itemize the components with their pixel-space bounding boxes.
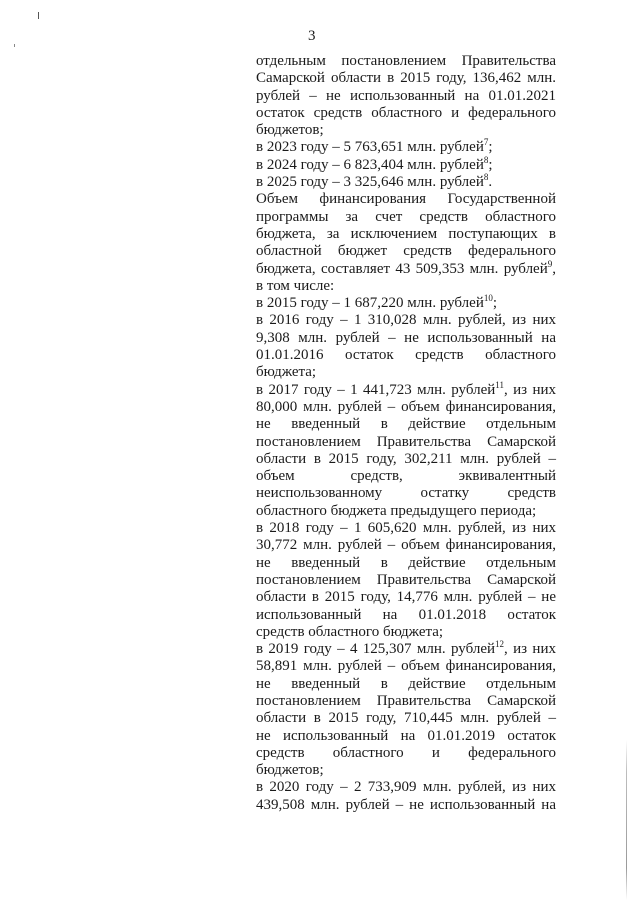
text-line: в 2020 году – 2 733,909 млн. рублей, из них: [256, 779, 556, 796]
scan-speck: [14, 44, 15, 47]
text-line: 439,508 млн. рублей – не использованный на: [256, 796, 556, 813]
text-line: бюджетов;: [256, 122, 324, 139]
text-line: не введенный в действие отдельным: [256, 675, 556, 692]
paragraph-2020: [256, 779, 556, 814]
text-run: ;: [488, 139, 493, 156]
scan-edge-shadow: [626, 740, 627, 900]
text-line: в том числе:: [256, 277, 335, 294]
text-line: постановлением Правительства Самарской: [256, 692, 556, 709]
paragraph-2022-continuation: [256, 53, 556, 139]
paragraph-2015: [256, 295, 556, 312]
text-line: областной бюджет средств федерального: [256, 243, 556, 260]
text-line: Объем финансирования Государственной: [256, 191, 556, 208]
footnote-ref: 7: [483, 137, 489, 148]
text-run: в 2017 году – 1 441,723 млн. рублей: [256, 381, 496, 398]
text-line: рублей – не использованный на 01.01.2021: [256, 87, 556, 104]
text-line: неиспользованному остатку средств: [256, 485, 556, 502]
text-line: бюджета, за исключением поступающих в: [256, 225, 556, 242]
paragraph-2025: [256, 174, 556, 191]
text-line: постановлением Правительства Самарской: [256, 433, 556, 450]
text-line: остаток средств областного и федерального: [256, 104, 556, 121]
footnote-ref: 12: [495, 639, 505, 650]
text-line: 9,308 млн. рублей – не использованный на: [256, 329, 556, 346]
paragraph-2017: [256, 379, 556, 520]
text-line: не введенный в действие отдельным: [256, 416, 556, 433]
text-line: объем средств, эквивалентный: [256, 468, 556, 485]
paragraph-2023: [256, 139, 556, 156]
text-line: бюджетов;: [256, 762, 324, 779]
text-line: в 2016 году – 1 310,028 млн. рублей, из них: [256, 312, 556, 329]
text-run: .: [488, 174, 493, 191]
text-line: 80,000 млн. рублей – объем финансирования,: [256, 398, 556, 415]
paragraph-2024: [256, 154, 556, 174]
text-line: отдельным постановлением Правительства: [256, 53, 556, 69]
text-run: в 2019 году – 4 125,307 млн. рублей: [256, 641, 496, 658]
text-line: [256, 641, 556, 658]
footnote-ref: 9: [547, 258, 553, 269]
text-line: программы за счет средств областного: [256, 208, 556, 225]
text-line: области в 2015 году, 710,445 млн. рублей –: [256, 710, 556, 727]
text-line: Самарской области в 2015 году, 136,462 млн.: [256, 70, 556, 87]
page-number: 3: [308, 28, 316, 44]
text-line: средств областного и федерального: [256, 744, 556, 761]
text-line: в 2018 году – 1 605,620 млн. рублей, из них: [256, 520, 556, 537]
text-line: областного бюджета предыдущего периода;: [256, 502, 537, 519]
text-run: бюджета, составляет 43 509,353 млн. рублей: [256, 260, 548, 277]
text-run: в 2015 году – 1 687,220 млн. рублей: [256, 295, 484, 312]
text-line: 01.01.2016 остаток средств областного: [256, 347, 556, 364]
footnote-ref: 10: [483, 293, 493, 304]
text-line: области в 2015 году, 302,211 млн. рублей –: [256, 450, 556, 467]
footnote-ref: 8: [483, 154, 489, 165]
paragraph-2018: [256, 520, 556, 641]
text-run: ;: [488, 156, 493, 173]
scan-speck: [38, 12, 39, 19]
text-line: средств областного бюджета;: [256, 623, 444, 640]
footnote-ref: 11: [495, 379, 504, 390]
text-run: в 2024 году – 6 823,404 млн. рублей: [256, 156, 484, 173]
text-line: области в 2015 году, 14,776 млн. рублей – не: [256, 589, 556, 606]
paragraph-2016: [256, 312, 556, 381]
text-line: не введенный в действие отдельным: [256, 554, 556, 571]
text-line: 30,772 млн. рублей – объем финансирования,: [256, 537, 556, 554]
text-run: ;: [492, 295, 498, 312]
text-line: [256, 258, 556, 278]
text-line: использованный на 01.01.2018 остаток: [256, 606, 556, 623]
footnote-ref: 8: [483, 172, 489, 183]
text-line: постановлением Правительства Самарской: [256, 571, 556, 588]
text-run: ,: [552, 260, 556, 277]
text-line: не использованный на 01.01.2019 остаток: [256, 727, 556, 744]
text-line: бюджета;: [256, 364, 317, 381]
text-line: 58,891 млн. рублей – объем финансирования,: [256, 658, 556, 675]
text-run: , из них: [504, 641, 556, 658]
text-line: [256, 379, 556, 399]
text-run: , из них: [503, 381, 556, 398]
text-run: в 2023 году – 5 763,651 млн. рублей: [256, 139, 484, 156]
document-body: [256, 53, 556, 814]
paragraph-regional-budget-volume: [256, 191, 556, 295]
paragraph-2019: [256, 641, 556, 779]
text-run: в 2025 году – 3 325,646 млн. рублей: [256, 174, 484, 191]
